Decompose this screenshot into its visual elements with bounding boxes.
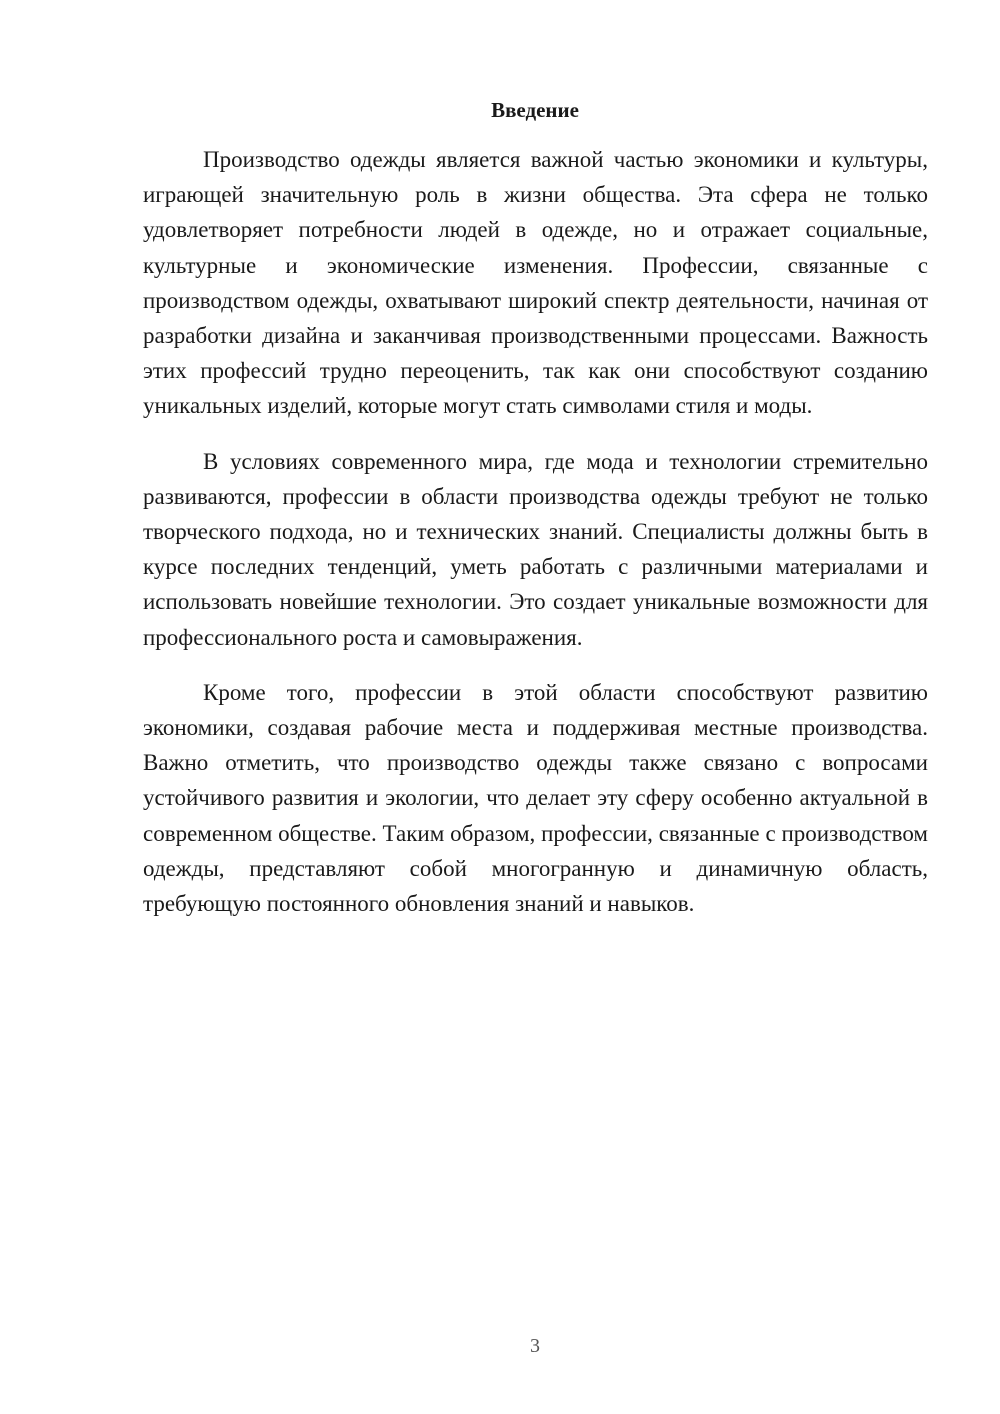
paragraph-3: Кроме того, профессии в этой области способствуют развитию экономики, создавая рабочие места и поддерживая местные производства. Важно отметить, что производство одежды также связано с вопросами устойчивого развития и экологии, что делает эту сферу особенно актуальной в современном обществе. Таким образом, профессии, связанные с производством одежды, представляют собой многогранную и динамичную область, требующую постоянного обновления знаний и навыков. [143,679,928,917]
paragraph-2: В условиях современного мира, где мода и технологии стремительно развиваются, профессии в области производства одежды требуют не только творческого подхода, но и технических знаний. Специалисты должны быть в курсе последних тенденций, уметь работать с различными материалами и использовать новейшие технологии. Это создает уникальные возможности для профессионального роста и самовыражения. [143,448,928,650]
page-title: Введение [491,98,579,122]
page-number: 3 [530,1335,540,1357]
paragraph-1: Производство одежды является важной частью экономики и культуры, играющей значительную роль в жизни общества. Эта сфера не только удовлетворяет потребности людей в одежде, но и отражает социальные, культурные и экономические изменения. Профессии, связанные с производством одежды, охватывают широкий спектр деятельности, начиная от разработки дизайна и заканчивая производственными процессами. Важность этих профессий трудно переоценить, так как они способствуют созданию уникальных изделий, которые могут стать символами стиля и моды. [143,147,928,419]
body-text [143,142,928,921]
